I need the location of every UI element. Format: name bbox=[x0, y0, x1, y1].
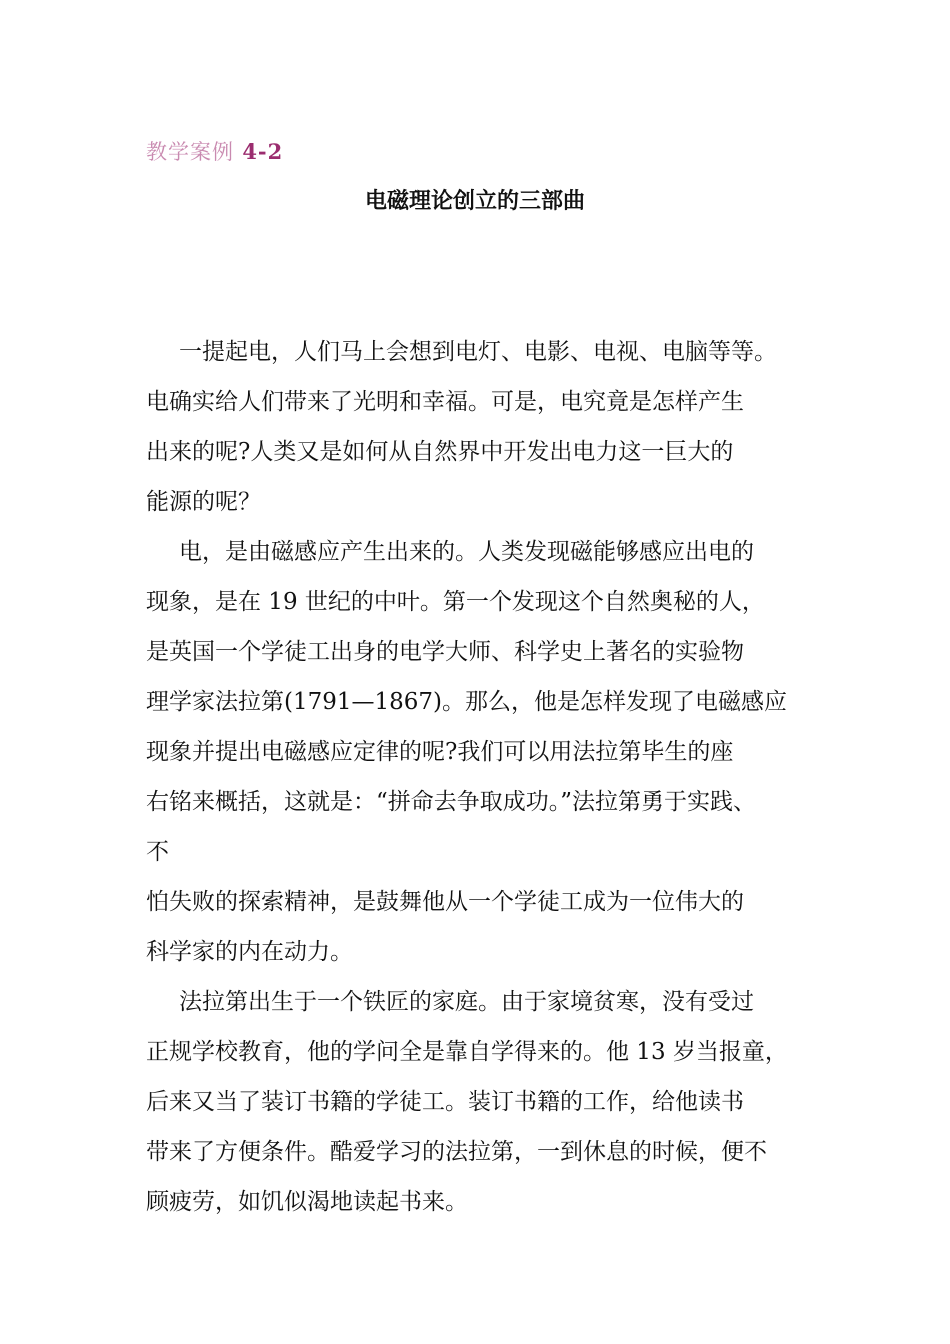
text-line: 现象并提出电磁感应定律的呢?我们可以用法拉第毕生的座 bbox=[146, 739, 734, 765]
case-label-prefix: 教学案例 bbox=[146, 140, 234, 164]
text-line: 正规学校教育，他的学问全是靠自学得来的。他 13 岁当报童， bbox=[146, 1039, 788, 1065]
text-line: 是英国一个学徒工出身的电学大师、科学史上著名的实验物 bbox=[146, 639, 744, 665]
text-line: 理学家法拉第(1791—1867)。那么，他是怎样发现了电磁感应 bbox=[146, 689, 788, 715]
text-line: 现象，是在 19 世纪的中叶。第一个发现这个自然奥秘的人， bbox=[146, 589, 765, 615]
text-line: 不 bbox=[146, 839, 169, 865]
text-line: 带来了方便条件。酷爱学习的法拉第，一到休息的时候，便不 bbox=[146, 1139, 767, 1165]
text-line: 能源的呢？ bbox=[146, 489, 261, 515]
case-label bbox=[146, 136, 283, 166]
text-line: 出来的呢?人类又是如何从自然界中开发出电力这一巨大的 bbox=[146, 439, 734, 465]
text-line: 电确实给人们带来了光明和幸福。可是，电究竟是怎样产生 bbox=[146, 389, 744, 415]
text-line: 法拉第出生于一个铁匠的家庭。由于家境贫寒，没有受过 bbox=[179, 989, 754, 1015]
text-line: 右铭来概括，这就是：“拼命去争取成功。”法拉第勇于实践、 bbox=[146, 789, 757, 815]
text-line: 科学家的内在动力。 bbox=[146, 939, 353, 965]
case-label-number: 4-2 bbox=[242, 139, 284, 164]
text-line: 后来又当了装订书籍的学徒工。装订书籍的工作，给他读书 bbox=[146, 1089, 744, 1115]
document-title: 电磁理论创立的三部曲 bbox=[364, 188, 585, 214]
text-line: 怕失败的探索精神，是鼓舞他从一个学徒工成为一位伟大的 bbox=[146, 889, 744, 915]
text-line: 顾疲劳，如饥似渴地读起书来。 bbox=[146, 1189, 468, 1215]
text-line: 电，是由磁感应产生出来的。人类发现磁能够感应出电的 bbox=[179, 539, 754, 565]
text-line: 一提起电，人们马上会想到电灯、电影、电视、电脑等等。 bbox=[179, 339, 777, 365]
body-text bbox=[146, 327, 846, 1227]
